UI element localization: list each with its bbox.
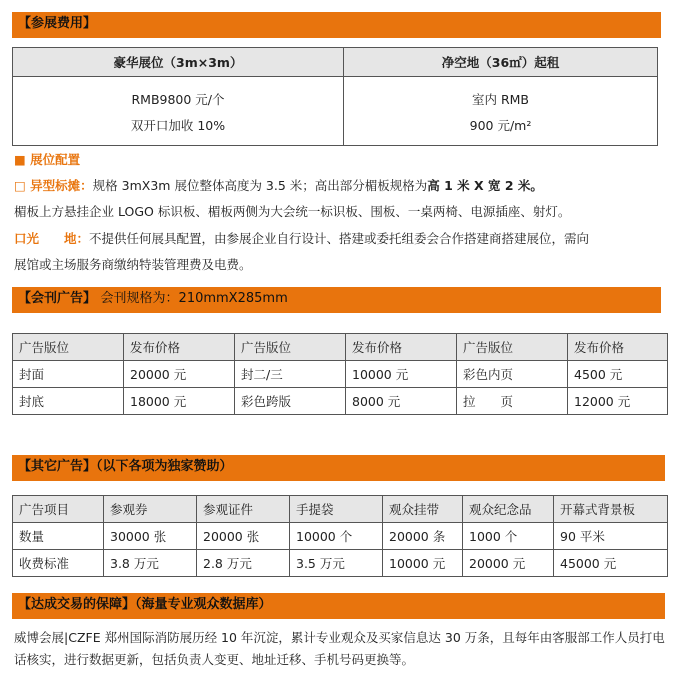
fees-col2-cell [344,77,658,146]
booth-bare-label: 口光 地： [14,231,90,246]
mag-cell: 20000 元 [124,361,235,388]
mag-cell: 发布价格 [346,334,457,361]
other-cell: 45000 元 [554,550,668,577]
mag-cell: 广告版位 [13,334,124,361]
fees-col2-line2: 900 元/m² [469,118,532,133]
fees-col1-cell [13,77,344,146]
mag-cell: 彩色内页 [457,361,568,388]
other-table [12,495,668,577]
mag-cell: 8000 元 [346,388,457,415]
mag-cell: 10000 元 [346,361,457,388]
mag-cell: 封面 [13,361,124,388]
booth-bare-text: 不提供任何展具配置，由参展企业自行设计、搭建或委托组委会合作搭建商搭建展位，需向 [89,231,590,246]
other-cell: 观众纪念品 [463,496,554,523]
other-cell: 观众挂带 [383,496,463,523]
mag-cell: 广告版位 [457,334,568,361]
other-cell: 1000 个 [463,523,554,550]
other-cell: 90 平米 [554,523,668,550]
mag-cell: 封底 [13,388,124,415]
booth-title: ■ 展位配置 [14,152,81,167]
other-header-bar [12,455,665,481]
booth-title-line [14,148,80,172]
table-row [13,361,668,388]
guarantee-text: 威博会展|CZFE 郑州国际消防展历经 10 年沉淀，累计专业观众及买家信息达 30 万条，且每年由客服部工作人员打电话核实，进行数据更新，包括负责人变更、地址迁移、手机号码更换等。 [14,630,665,667]
table-row [13,388,668,415]
fees-col1-line1: RMB9800 元/个 [131,92,225,107]
fees-col2-title: 净空地（36㎡）起租 [344,48,658,77]
other-cell: 3.5 万元 [290,550,383,577]
mag-cell: 拉 页 [457,388,568,415]
other-cell: 参观证件 [197,496,290,523]
other-cell: 10000 元 [383,550,463,577]
booth-special-text: 规格 3mX3m 展位整体高度为 3.5 米；高出部分楣板规格为 [92,178,428,193]
magazine-header-bar [12,287,661,313]
fees-col1-line2: 双开口加收 10% [130,118,226,133]
other-cell: 收费标准 [13,550,104,577]
booth-special-line [14,174,543,198]
guarantee-header: 【达成交易的保障】（海量专业观众数据库） [18,597,272,612]
other-cell: 20000 元 [463,550,554,577]
fees-header: 【参展费用】 [18,16,97,31]
mag-cell: 广告版位 [235,334,346,361]
table-row [13,496,668,523]
other-cell: 3.8 万元 [104,550,197,577]
magazine-header: 【会刊广告】 [18,291,97,306]
mag-cell: 12000 元 [568,388,668,415]
other-cell: 手提袋 [290,496,383,523]
other-cell: 开幕式背景板 [554,496,668,523]
booth-line4: 展馆或主场服务商缴纳特装管理费及电费。 [14,257,252,272]
other-cell: 20000 条 [383,523,463,550]
other-cell: 广告项目 [13,496,104,523]
table-row [13,550,668,577]
mag-cell: 4500 元 [568,361,668,388]
booth-special-label: □ 异型标摊： [14,178,93,193]
mag-cell: 封二/三 [235,361,346,388]
table-row [13,334,668,361]
other-header: 【其它广告】（以下各项为独家赞助） [18,459,233,474]
mag-cell: 18000 元 [124,388,235,415]
fees-col2-line1: 室内 RMB [471,92,530,107]
mag-cell: 彩色跨版 [235,388,346,415]
other-cell: 10000 个 [290,523,383,550]
other-cell: 20000 张 [197,523,290,550]
booth-line2: 楣板上方悬挂企业 LOGO 标识板、楣板两侧为大会统一标识板、围板、一桌两椅、电源插座、射灯。 [14,204,571,219]
booth-special-bold: 高 1 米 X 宽 2 米。 [427,178,543,193]
magazine-header-sub: 会刊规格为：210mmX285mm [100,291,288,306]
other-cell: 数量 [13,523,104,550]
booth-bare-line [14,227,589,251]
guarantee-header-bar [12,593,665,619]
mag-cell: 发布价格 [568,334,668,361]
magazine-table [12,333,668,415]
fees-col1-title: 豪华展位（3m×3m） [13,48,344,77]
other-cell: 参观券 [104,496,197,523]
fees-table [12,47,658,146]
other-cell: 30000 张 [104,523,197,550]
other-cell: 2.8 万元 [197,550,290,577]
fees-header-bar [12,12,661,38]
table-row [13,523,668,550]
mag-cell: 发布价格 [124,334,235,361]
